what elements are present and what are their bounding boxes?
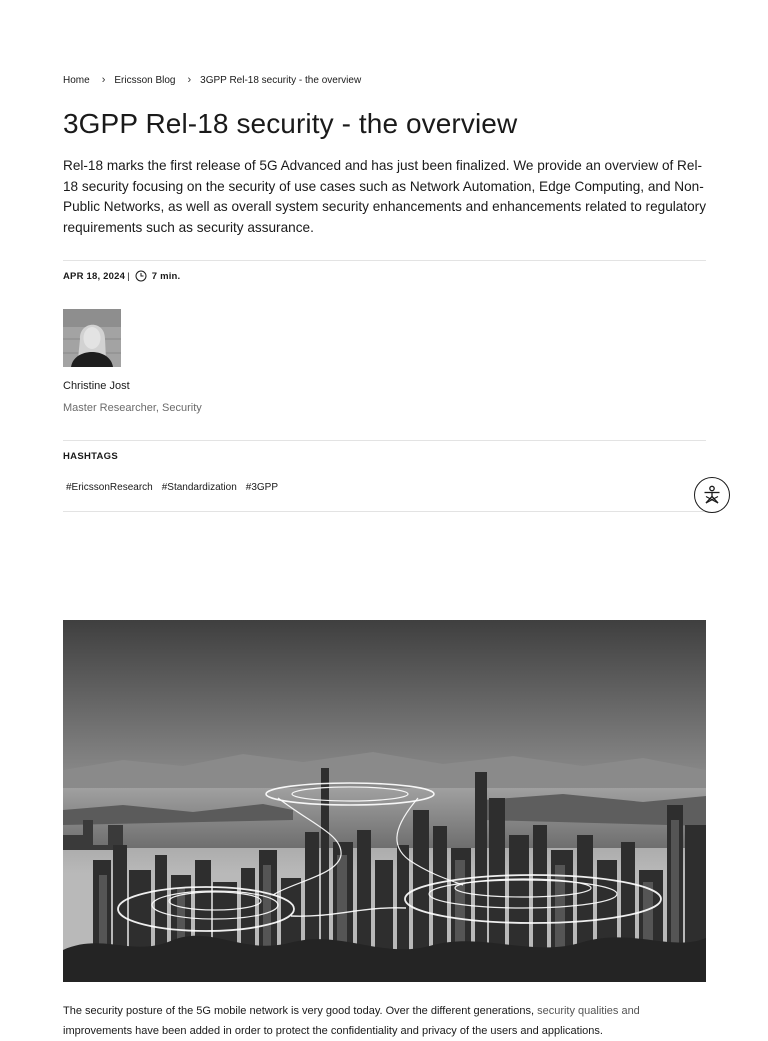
hashtag-list	[66, 482, 278, 493]
author-name[interactable]: Christine Jost	[63, 380, 130, 392]
clock-icon	[135, 270, 147, 282]
page-title: 3GPP Rel-18 security - the overview	[63, 108, 518, 139]
meta-separator: |	[127, 270, 130, 282]
hashtag-3gpp[interactable]: #3GPP	[245, 482, 279, 493]
read-time: 7 min.	[151, 270, 181, 282]
divider	[63, 260, 706, 261]
avatar[interactable]	[63, 309, 121, 367]
divider	[63, 511, 706, 512]
body-link-text[interactable]: security qualities and	[537, 1005, 640, 1017]
breadcrumb-current: 3GPP Rel-18 security - the overview	[200, 74, 362, 86]
breadcrumb	[63, 74, 361, 86]
city-skyline-image	[63, 620, 706, 982]
article-lead: Rel-18 marks the first release of 5G Advanced and has just been finalized. We provide an overview of Rel-18 security focusing on the security of use cases such as Network Automation, Edge Computing, and Non-Public Networks, as well as overall system security enhancements and enhancements related to regulatory requirements such as security assurance.	[63, 158, 706, 235]
author-photo	[63, 309, 121, 367]
hero-image	[63, 620, 706, 982]
breadcrumb-blog-link[interactable]: Ericsson Blog	[114, 74, 176, 86]
breadcrumb-home-link[interactable]: Home	[63, 74, 90, 86]
divider	[63, 440, 706, 441]
body-text: The security posture of the 5G mobile network is very good today. Over the different generations,	[63, 1005, 535, 1017]
accessibility-button[interactable]	[694, 477, 730, 513]
hashtag-ericsson-research[interactable]: #EricssonResearch	[66, 482, 153, 493]
chevron-right-icon: ›	[101, 74, 106, 86]
article-body-paragraph	[63, 1001, 706, 1041]
chevron-right-icon: ›	[187, 74, 192, 86]
hashtag-standardization[interactable]: #Standardization	[161, 482, 237, 493]
accessibility-icon	[701, 484, 723, 506]
author-role: Master Researcher, Security	[63, 402, 202, 414]
publish-date: APR 18, 2024	[63, 270, 126, 282]
body-text-continued: improvements have been added in order to protect the confidentiality and privacy of the users and applications.	[63, 1025, 603, 1037]
hashtags-heading: HASHTAGS	[63, 451, 119, 462]
article-meta	[63, 270, 180, 282]
